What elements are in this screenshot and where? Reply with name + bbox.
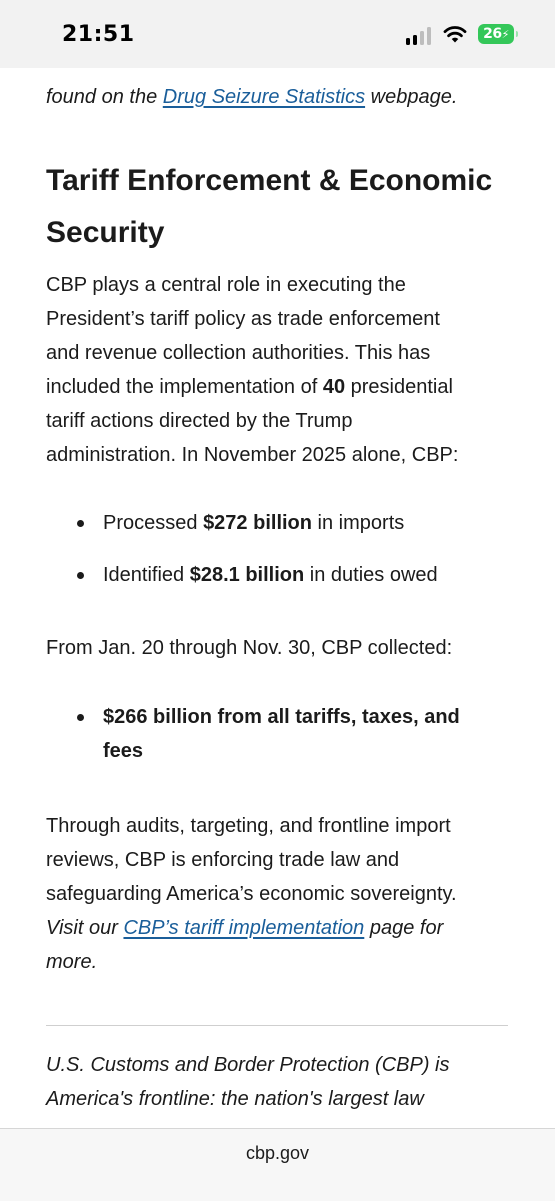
battery-icon <box>478 24 514 44</box>
text-segment: included the implementation of <box>46 376 323 398</box>
bullet-item <box>103 564 438 587</box>
bullet-item <box>103 512 404 535</box>
browser-address-bar[interactable] <box>0 1128 555 1201</box>
charging-bolt-icon: ⚡ <box>501 28 509 41</box>
bullet-marker <box>77 714 84 721</box>
paragraph-line: From Jan. 20 through Nov. 30, CBP collected: <box>46 637 453 659</box>
text-segment: Processed <box>103 512 204 534</box>
paragraph-line: administration. In November 2025 alone, CBP: <box>46 444 459 466</box>
status-time: 21:51 <box>62 22 135 47</box>
bold-amount: $272 billion <box>203 512 312 534</box>
text-segment: in imports <box>312 512 405 534</box>
tariff-implementation-link[interactable]: CBP’s tariff implementation <box>123 917 365 939</box>
bold-amount: $28.1 billion <box>189 564 305 586</box>
intro-prefix: found on the <box>46 86 163 108</box>
section-heading-line-2: Security <box>46 216 165 249</box>
paragraph-line <box>46 376 453 399</box>
drug-seizure-statistics-link[interactable]: Drug Seizure Statistics <box>162 86 366 108</box>
bullet-marker <box>77 520 84 527</box>
paragraph-line <box>46 917 443 940</box>
paragraph-line: President’s tariff policy as trade enforcement <box>46 308 440 330</box>
text-segment: page for <box>364 917 444 939</box>
paragraph-line: more. <box>46 951 98 973</box>
text-segment: Identified <box>103 564 190 586</box>
bullet-marker <box>77 572 84 579</box>
about-line-1: U.S. Customs and Border Protection (CBP) is <box>46 1054 450 1076</box>
section-divider <box>46 1025 508 1026</box>
bullet-item-bold-line-2: fees <box>103 740 144 762</box>
intro-suffix: webpage. <box>365 86 458 108</box>
paragraph-line: Through audits, targeting, and frontline import <box>46 815 451 837</box>
url-text[interactable]: cbp.gov <box>245 1143 310 1163</box>
paragraph-line: tariff actions directed by the Trump <box>46 410 353 432</box>
paragraph-line: reviews, CBP is enforcing trade law and <box>46 849 400 871</box>
battery-level: 26 <box>483 26 502 42</box>
paragraph-line: CBP plays a central role in executing the <box>46 274 406 296</box>
paragraph-line: safeguarding America’s economic sovereignty. <box>46 883 457 905</box>
cellular-signal-icon <box>406 27 432 45</box>
text-segment: Visit our <box>46 917 124 939</box>
section-heading-line-1: Tariff Enforcement & Economic <box>46 164 493 197</box>
text-segment: presidential <box>345 376 453 398</box>
wifi-icon <box>443 24 467 44</box>
paragraph-line: and revenue collection authorities. This has <box>46 342 431 364</box>
bold-count: 40 <box>322 376 346 398</box>
text-segment: in duties owed <box>304 564 438 586</box>
intro-line-2 <box>46 86 457 109</box>
bullet-item-bold-line-1: $266 billion from all tariffs, taxes, and <box>103 706 460 728</box>
status-bar <box>0 0 555 68</box>
about-line-2: America's frontline: the nation's largest law <box>46 1088 424 1110</box>
